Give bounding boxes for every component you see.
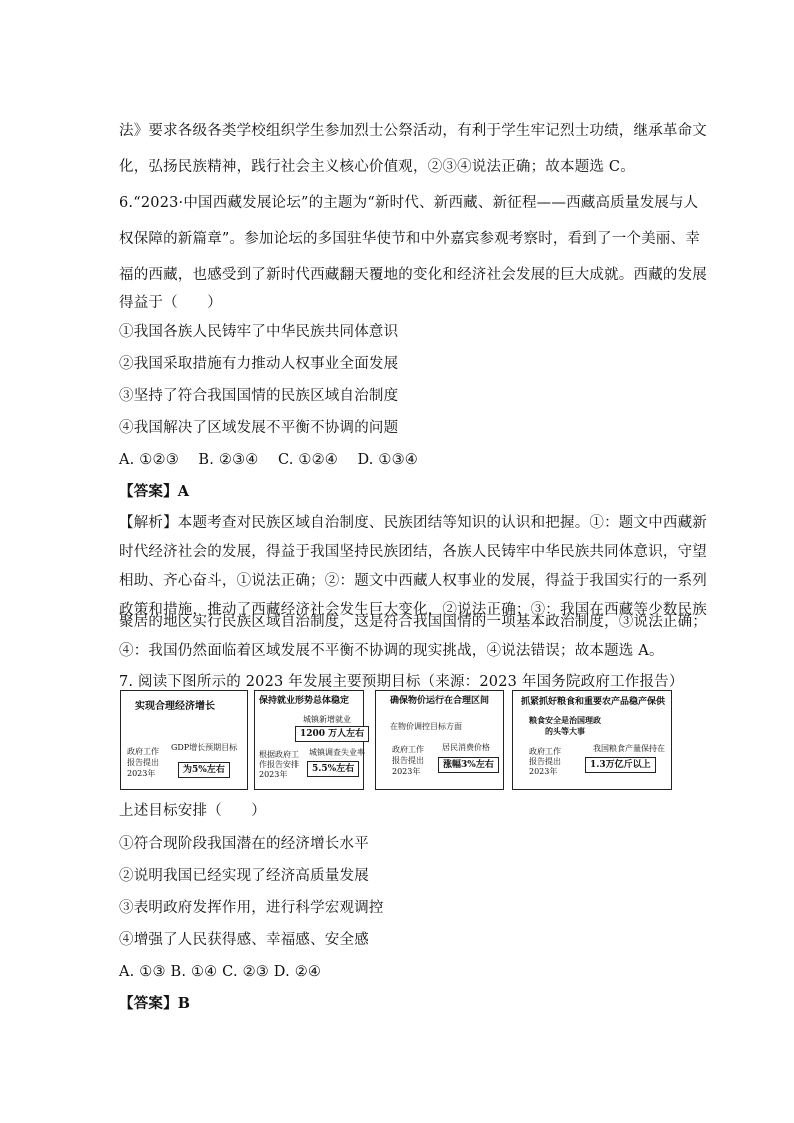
panel-source: 2023年: [392, 767, 421, 776]
panel-source: 2023年: [127, 769, 156, 778]
question-7-prompt: 上述目标安排（ ）: [119, 803, 266, 819]
value-box: 5.5%左右: [307, 761, 359, 777]
analysis-text: 时代经济社会的发展，得益于我国坚持民族团结，各族人民铸牢中华民族共同体意识，守望: [119, 544, 707, 560]
text-line: 化，弘扬民族精神，践行社会主义核心价值观，②③④说法正确；故本题选 C。: [119, 159, 635, 175]
panel-label: 城镇调查失业率: [309, 748, 365, 757]
panel-source: 根据政府工: [259, 750, 299, 759]
panel-source: 报告提出: [392, 756, 424, 765]
option-item: ③表明政府发挥作用，进行科学宏观调控: [119, 900, 384, 916]
panel-source: 报告提出: [127, 758, 159, 767]
analysis-text: 相助、齐心奋斗，①说法正确；②：题文中西藏人权事业的发展，得益于我国实行的一系列: [119, 573, 707, 589]
analysis-text: ④：我国仍然面临着区域发展不平衡不协调的现实挑战，④说法错误；故本题选 A。: [119, 643, 664, 659]
option-item: ④增强了人民获得感、幸福感、安全感: [119, 932, 369, 948]
text-line: 法》要求各级各类学校组织学生参加烈士公祭活动，有利于学生牢记烈士功绩，继承革命文: [119, 123, 707, 139]
panel-source: 政府工作: [127, 747, 159, 756]
panel-sub: 粮食安全是治国理政: [529, 715, 601, 725]
option-item: ②说明我国已经实现了经济高质量发展: [119, 868, 369, 884]
option-item: ①我国各族人民铸牢了中华民族共同体意识: [119, 324, 399, 340]
panel-source: 作报告安排: [259, 760, 299, 769]
panel-source: 2023年: [529, 767, 558, 776]
panel-grain: [512, 690, 672, 790]
answer-choices: A. ①③ B. ①④ C. ②③ D. ②④: [119, 964, 322, 980]
panel-source: 2023年: [259, 770, 288, 779]
targets-figure: [120, 690, 672, 792]
analysis-text: 【解析】本题考查对民族区域自治制度、民族团结等知识的认识和把握。①：题文中西藏新: [119, 515, 707, 531]
analysis-text: 聚居的地区实行民族区域自治制度，这是符合我国国情的一项基本政治制度，③说法正确；: [119, 614, 707, 630]
option-item: ②我国采取措施有力推动人权事业全面发展: [119, 356, 399, 372]
panel-sub: 的头等大事: [545, 726, 585, 736]
panel-source: 报告提出: [529, 757, 561, 766]
answer-label: 【答案】B: [119, 995, 191, 1012]
text-line: 得益于（ ）: [119, 295, 222, 311]
option-item: ③坚持了符合我国国情的民族区域自治制度: [119, 388, 399, 404]
question-6-stem: 6.“2023·中国西藏发展论坛”的主题为“新时代、新西藏、新征程——西藏高质量发展与人: [119, 195, 699, 211]
text-line: 福的西藏，也感受到了新时代西藏翻天覆地的变化和经济社会发展的巨大成就。西藏的发展: [119, 267, 707, 283]
panel-label: 居民消费价格: [442, 743, 490, 752]
panel-label: GDP增长预期目标: [171, 743, 238, 752]
panel-source: 政府工作: [392, 745, 424, 754]
panel-title: 抓紧抓好粮食和重要农产品稳产保供: [521, 697, 666, 707]
panel-economic-growth: [120, 690, 248, 790]
question-7-stem: 7. 阅读下图所示的 2023 年发展主要预期目标（来源：2023 年国务院政府工作报告）: [119, 674, 684, 690]
answer-label: 【答案】A: [119, 483, 190, 500]
answer-choices: A. ①②③ B. ②③④ C. ①②④ D. ①③④: [119, 452, 419, 468]
value-box: 涨幅3%左右: [438, 757, 499, 773]
panel-title: 实现合理经济增长: [135, 701, 215, 712]
panel-employment: [254, 690, 364, 790]
value-box: 1200 万人左右: [295, 726, 369, 742]
analysis-text: 政策和措施，推动了西藏经济社会发生巨大变化，②说法正确；③：我国在西藏等少数民族: [119, 602, 707, 618]
value-box: 1.3万亿斤以上: [585, 757, 656, 773]
panel-label: 我国粮食产量保持在: [593, 744, 665, 753]
panel-title: 保持就业形势总体稳定: [259, 696, 350, 706]
option-item: ①符合现阶段我国潜在的经济增长水平: [119, 836, 369, 852]
panel-source: 政府工作: [529, 747, 561, 756]
panel-prices: [375, 690, 504, 790]
panel-label: 城镇新增就业: [303, 715, 351, 724]
text-line: 权保障的新篇章”。参加论坛的多国驻华使节和中外嘉宾参观考察时，看到了一个美丽、幸: [119, 231, 700, 247]
panel-sub: 在物价调控目标方面: [390, 722, 462, 731]
value-box: 为5%左右: [178, 762, 230, 778]
option-item: ④我国解决了区域发展不平衡不协调的问题: [119, 420, 399, 436]
panel-title: 确保物价运行在合理区间: [390, 696, 490, 706]
